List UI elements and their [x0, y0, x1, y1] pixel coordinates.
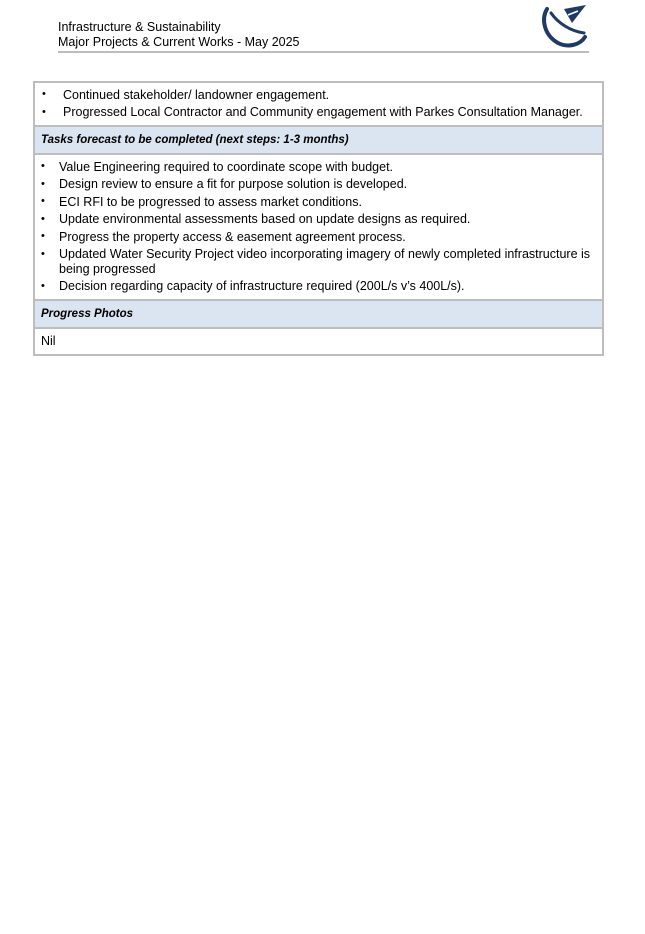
header-department: Infrastructure & Sustainability: [58, 20, 221, 34]
tasks-list: [35, 155, 602, 299]
photos-section: [35, 299, 602, 354]
list-item: • Decision regarding capacity of infrastructure required (200L/s v’s 400L/s).: [59, 278, 596, 296]
list-item: • Design review to ensure a fit for purpose solution is developed.: [59, 176, 596, 194]
list-item: • Update environmental assessments based on update designs as required.: [59, 211, 596, 229]
project-report-table: [33, 81, 604, 356]
photos-heading: Progress Photos: [35, 301, 602, 327]
tasks-heading: Tasks forecast to be completed (next steps: 1-3 months): [35, 127, 602, 153]
header-report-title: Major Projects & Current Works - May 2025: [58, 35, 300, 49]
header-divider: [58, 51, 589, 53]
tasks-body: [35, 153, 602, 299]
photos-text: Nil: [41, 334, 56, 348]
list-item: • Updated Water Security Project video incorporating imagery of newly completed infrastructure is being progressed: [59, 246, 596, 278]
list-item: • Value Engineering required to coordinate scope with budget.: [59, 158, 596, 176]
list-item: • Continued stakeholder/ landowner engagement.: [59, 86, 596, 104]
progress-list: [35, 83, 602, 125]
page-header: [58, 20, 588, 54]
list-item: • Progress the property access & easement agreement process.: [59, 228, 596, 246]
council-logo-icon: [538, 3, 588, 49]
list-item: • ECI RFI to be progressed to assess market conditions.: [59, 193, 596, 211]
tasks-section: [35, 125, 602, 299]
progress-section: [35, 83, 602, 125]
list-item: • Progressed Local Contractor and Community engagement with Parkes Consultation Manager.: [59, 104, 596, 122]
photos-body: [35, 327, 602, 354]
